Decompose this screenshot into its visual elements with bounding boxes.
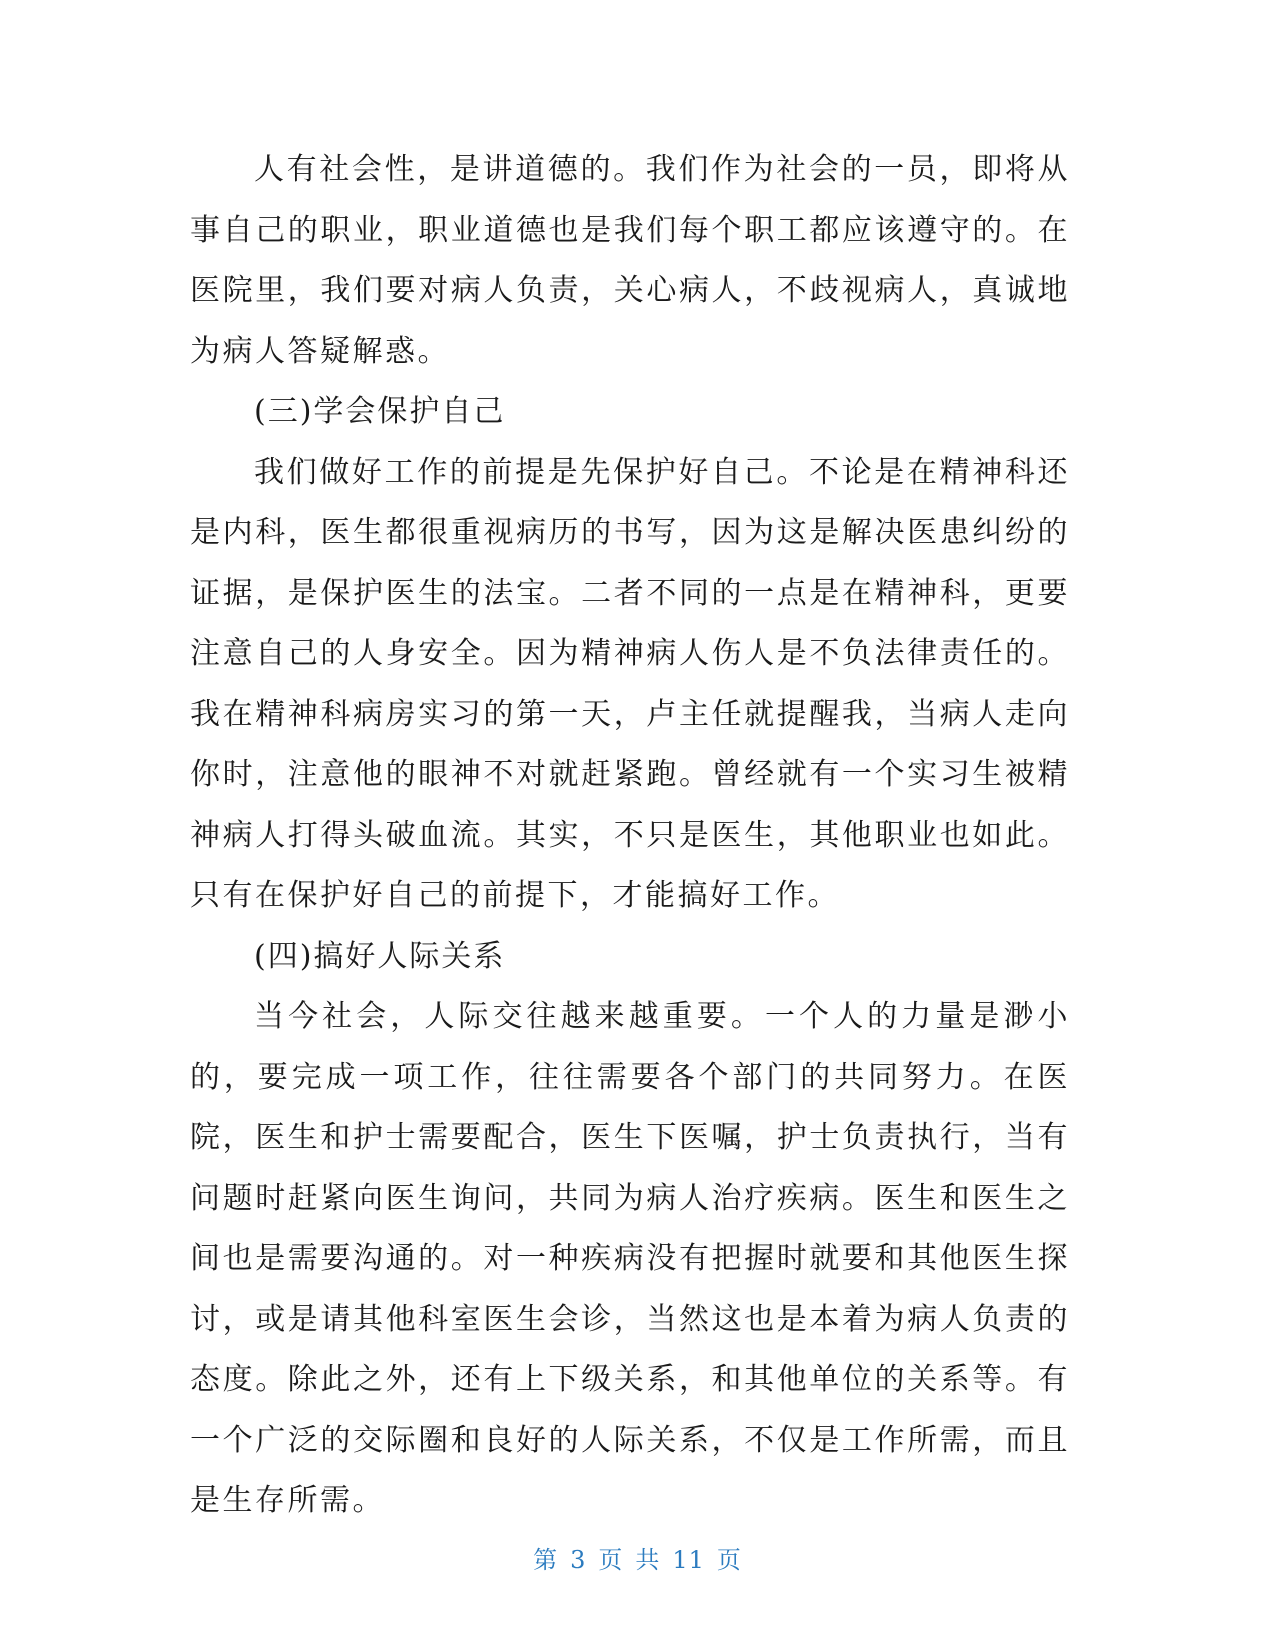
footer-prefix: 第 [533, 1546, 559, 1574]
paragraph-professional-ethics: 人有社会性，是讲道德的。我们作为社会的一员，即将从事自己的职业，职业道德也是我们每个职工都应该遵守的。在医院里，我们要对病人负责，关心病人，不歧视病人，真诚地为病人答疑解惑。 [190, 152, 1070, 369]
section-heading-protect-yourself: (三)学会保护自己 [254, 394, 506, 429]
document-body [190, 140, 1070, 1532]
footer-total-prefix: 共 [635, 1546, 661, 1574]
footer-page-label: 页 [598, 1546, 624, 1574]
footer-current-page: 3 [570, 1546, 587, 1574]
footer-total-label: 页 [716, 1546, 742, 1574]
paragraph-protect-yourself: 我们做好工作的前提是先保护好自己。不论是在精神科还是内科，医生都很重视病历的书写，因为这是解决医患纠纷的证据，是保护医生的法宝。二者不同的一点是在精神科，更要注意自己的人身安全。因为精神病人伤人是不负法律责任的。我在精神科病房实习的第一天，卢主任就提醒我，当病人走向你时，注意他的眼神不对就赶紧跑。曾经就有一个实习生被精神病人打得头破血流。其实，不只是医生，其他职业也如此。只有在保护好自己的前提下，才能搞好工作。 [190, 454, 1070, 913]
page-footer [0, 1540, 1275, 1575]
section-heading-interpersonal-relations: (四)搞好人际关系 [254, 938, 506, 974]
paragraph-interpersonal-relations: 当今社会，人际交往越来越重要。一个人的力量是渺小的，要完成一项工作，往往需要各个部门的共同努力。在医院，医生和护士需要配合，医生下医嘱，护士负责执行，当有问题时赶紧向医生询问，共同为病人治疗疾病。医生和医生之间也是需要沟通的。对一种疾病没有把握时就要和其他医生探讨，或是请其他科室医生会诊，当然这也是本着为病人负责的态度。除此之外，还有上下级关系，和其他单位的关系等。有一个广泛的交际圈和良好的人际关系，不仅是工作所需，而且是生存所需。 [190, 999, 1070, 1518]
footer-total-pages: 11 [672, 1546, 705, 1574]
